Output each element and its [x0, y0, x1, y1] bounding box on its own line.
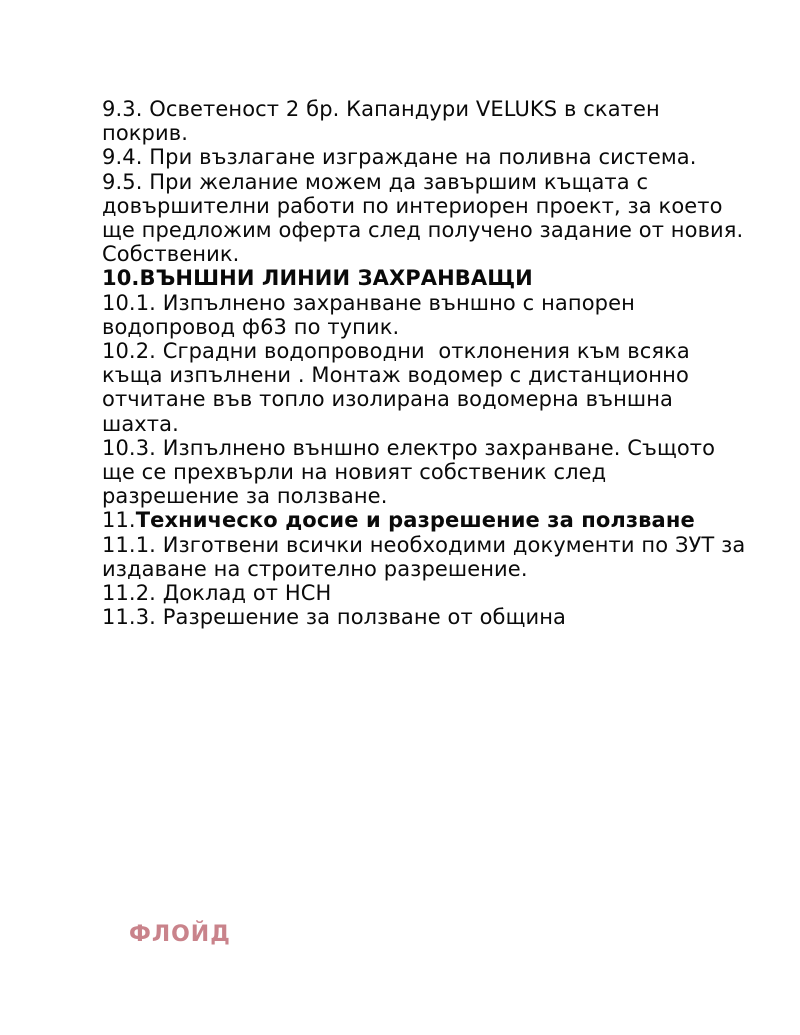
- text-line: [102, 97, 742, 121]
- text-line: [102, 508, 742, 532]
- text-segment: 10.2. Сградни водопроводни отклонения към всяка: [102, 339, 690, 364]
- text-segment: 10.3. Изпълнено външно електро захранване. Същото: [102, 435, 716, 460]
- text-line: [102, 194, 742, 218]
- text-line: [102, 436, 742, 460]
- text-segment: шахта.: [102, 411, 179, 436]
- brand-logo: ФЛОЙД: [129, 922, 231, 947]
- text-segment: 11.1. Изготвени всички необходими документи по ЗУТ за: [102, 532, 746, 557]
- text-line: [102, 412, 742, 436]
- text-line: [102, 557, 742, 581]
- text-segment: 10.ВЪНШНИ ЛИНИИ ЗАХРАНВАЩИ: [102, 266, 533, 291]
- text-segment: 9.3. Осветеност 2 бр. Капандури VELUKS в скатен: [102, 97, 660, 121]
- text-line: [102, 315, 742, 339]
- text-segment: издаване на строително разрешение.: [102, 556, 528, 581]
- text-segment: отчитане във топло изолирана водомерна външна: [102, 387, 674, 412]
- text-line: [102, 145, 742, 169]
- text-segment: ще предложим оферта след получено задание от новия.: [102, 218, 744, 243]
- text-line: [102, 291, 742, 315]
- text-segment: ще се прехвърли на новият собственик след: [102, 460, 607, 485]
- text-segment: довършителни работи по интериорен проект, за което: [102, 193, 723, 218]
- text-segment: 9.5. При желание можем да завършим къщата с: [102, 169, 649, 194]
- text-line: [102, 387, 742, 411]
- text-segment: покрив.: [102, 121, 188, 146]
- text-line: [102, 581, 742, 605]
- text-segment: разрешение за ползване.: [102, 484, 388, 509]
- text-segment: Собственик.: [102, 242, 240, 267]
- text-line: [102, 170, 742, 194]
- document-text-block: [102, 97, 746, 630]
- text-line: [102, 363, 742, 387]
- text-segment: 9.4. При възлагане изграждане на поливна система.: [102, 145, 697, 170]
- text-line: [102, 339, 742, 363]
- text-line: [102, 218, 742, 242]
- text-line: [102, 484, 742, 508]
- text-line: [102, 266, 742, 290]
- text-segment: къща изпълнени . Монтаж водомер с дистанционно: [102, 363, 689, 388]
- text-segment: 10.1. Изпълнено захранване външно с напорен: [102, 290, 635, 315]
- text-line: [102, 242, 742, 266]
- text-line: [102, 460, 742, 484]
- text-segment: 11.3. Разрешение за ползване от община: [102, 605, 566, 630]
- text-segment: 11.: [102, 508, 136, 533]
- text-segment: водопровод ф63 по тупик.: [102, 314, 400, 339]
- text-line: [102, 532, 746, 557]
- text-line: [102, 605, 742, 629]
- text-segment: 11.2. Доклад от НСН: [102, 581, 332, 606]
- text-line: [102, 121, 742, 145]
- text-segment: Техническо досие и разрешение за ползване: [135, 508, 695, 533]
